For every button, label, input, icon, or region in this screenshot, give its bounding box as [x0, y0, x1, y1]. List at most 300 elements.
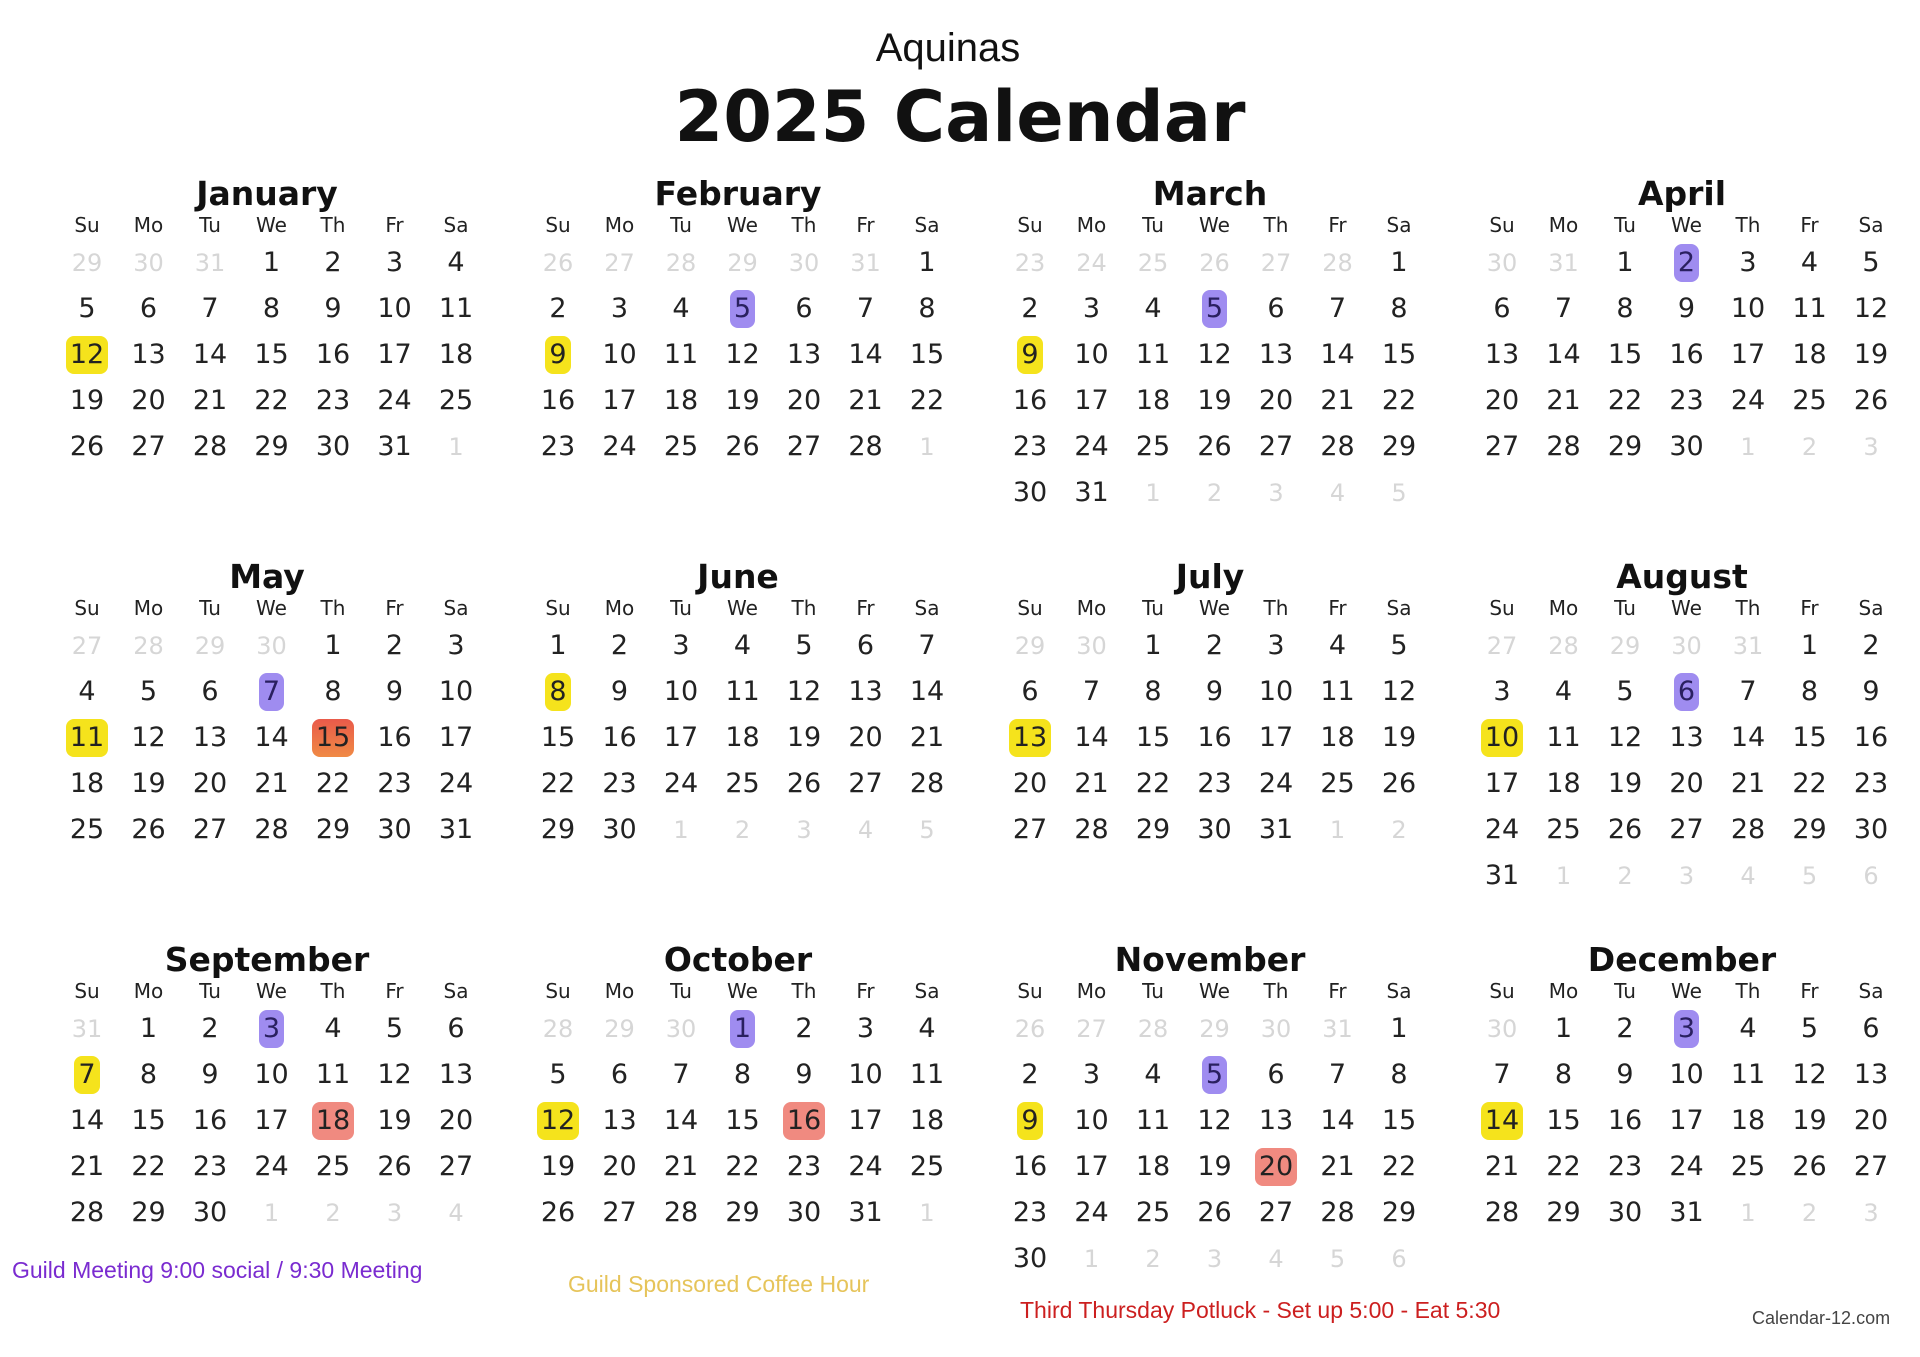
day-outside-month: 3 — [1268, 479, 1284, 507]
day-cell: 22 — [254, 385, 289, 416]
day-cell: 2 — [1616, 1013, 1634, 1044]
day-outside-month: 2 — [1617, 862, 1633, 890]
day-cell: 15 — [1381, 339, 1417, 370]
event-highlight: 7 — [74, 1056, 99, 1094]
weekday-label: Mo — [1548, 979, 1579, 1003]
day-coffee — [528, 333, 588, 377]
weekday-label: Th — [791, 213, 817, 237]
day-cell: 2 — [385, 630, 404, 661]
day-cell: 4 — [672, 293, 690, 324]
day-outside-month: 28 — [133, 632, 164, 660]
weekday-label: Tu — [1142, 596, 1164, 620]
day-cell: 5 — [385, 1013, 404, 1044]
day-cell: 27 — [1258, 431, 1294, 462]
event-highlight: 9 — [545, 336, 570, 374]
day-cell: 22 — [540, 768, 576, 799]
day-outside-month: 1 — [1145, 479, 1161, 507]
day-cell: 18 — [1135, 1151, 1171, 1182]
day-cell: 27 — [1853, 1151, 1889, 1182]
day-potluck — [303, 1099, 363, 1143]
day-cell: 22 — [1381, 1151, 1417, 1182]
day-cell: 13 — [1669, 722, 1704, 753]
day-coffee — [1000, 716, 1060, 760]
day-outside-month: 27 — [604, 249, 635, 277]
day-outside-month: 27 — [1486, 632, 1518, 660]
day-outside-month: 31 — [850, 249, 881, 277]
event-highlight: 7 — [259, 673, 284, 711]
day-cell: 1 — [139, 1013, 158, 1044]
day-cell: 12 — [1197, 339, 1232, 370]
day-outside-month: 31 — [1548, 249, 1579, 277]
day-outside-month: 27 — [1260, 249, 1292, 277]
day-cell: 29 — [1546, 1197, 1581, 1228]
day-cell: 27 — [438, 1151, 474, 1182]
day-cell: 18 — [1730, 1105, 1766, 1136]
weekday-label: We — [727, 979, 758, 1003]
day-cell: 7 — [918, 630, 936, 661]
day-outside-month: 2 — [1391, 816, 1407, 844]
day-cell: 10 — [438, 676, 474, 707]
day-cell: 14 — [1546, 339, 1581, 370]
day-cell: 28 — [663, 1197, 699, 1228]
day-cell: 18 — [1135, 385, 1171, 416]
day-outside-month: 1 — [1740, 433, 1756, 461]
day-cell: 4 — [1328, 630, 1347, 661]
day-cell: 16 — [540, 385, 576, 416]
day-cell: 21 — [663, 1151, 699, 1182]
day-cell: 21 — [1320, 385, 1355, 416]
day-cell: 21 — [909, 722, 945, 753]
day-cell: 26 — [1381, 768, 1417, 799]
day-cell: 9 — [324, 293, 342, 324]
day-cell: 21 — [192, 385, 228, 416]
month-july — [1000, 556, 1420, 956]
day-cell: 4 — [1800, 247, 1819, 278]
month-name: December — [1587, 940, 1777, 979]
day-cell: 14 — [69, 1105, 105, 1136]
day-coffee — [528, 1099, 588, 1143]
day-cell: 1 — [1144, 630, 1162, 661]
day-cell: 4 — [324, 1013, 342, 1044]
day-coffee — [57, 716, 117, 760]
day-cell: 13 — [1258, 339, 1294, 370]
month-name: June — [697, 557, 779, 596]
day-cell: 15 — [540, 722, 576, 753]
day-cell: 17 — [1669, 1105, 1704, 1136]
day-cell: 20 — [131, 385, 166, 416]
day-cell: 10 — [1074, 1105, 1109, 1136]
weekday-label: We — [1671, 979, 1702, 1003]
day-cell: 5 — [549, 1059, 567, 1090]
weekday-label: Th — [1735, 213, 1761, 237]
day-cell: 30 — [1669, 431, 1704, 462]
weekday-header — [1000, 596, 1420, 620]
day-cell: 17 — [663, 722, 699, 753]
day-cell: 23 — [1012, 431, 1048, 462]
day-outside-month: 2 — [1801, 433, 1818, 461]
day-cell: 29 — [1607, 431, 1643, 462]
day-meeting — [1657, 670, 1717, 714]
day-cell: 21 — [69, 1151, 105, 1182]
day-outside-month: 4 — [1740, 862, 1756, 890]
day-cell: 23 — [377, 768, 412, 799]
day-cell: 10 — [1669, 1059, 1704, 1090]
day-cell: 16 — [315, 339, 351, 370]
day-cell: 24 — [1074, 431, 1109, 462]
day-cell: 9 — [1616, 1059, 1634, 1090]
day-cell: 2 — [795, 1013, 813, 1044]
weekday-label: Tu — [199, 213, 221, 237]
day-cell: 8 — [1390, 293, 1408, 324]
day-outside-month: 2 — [325, 1199, 341, 1227]
weekday-label: Sa — [914, 213, 940, 237]
day-cell: 14 — [1074, 722, 1109, 753]
day-coffee — [57, 1053, 117, 1097]
day-cell: 31 — [1484, 860, 1520, 891]
day-outside-month: 5 — [1391, 479, 1407, 507]
day-cell: 3 — [1082, 1059, 1101, 1090]
day-cell: 23 — [1607, 1151, 1643, 1182]
weekday-label: Fr — [856, 213, 875, 237]
day-cell: 29 — [254, 431, 289, 462]
day-cell: 10 — [1730, 293, 1766, 324]
day-cell: 14 — [909, 676, 945, 707]
month-december — [1472, 939, 1892, 1339]
day-cell: 7 — [1328, 1059, 1347, 1090]
day-cell: 6 — [139, 293, 158, 324]
weekday-label: Mo — [604, 979, 635, 1003]
weekday-label: Sa — [1386, 596, 1412, 620]
day-cell: 25 — [69, 814, 105, 845]
day-outside-month: 29 — [1199, 1015, 1230, 1043]
day-cell: 15 — [1135, 722, 1171, 753]
day-outside-month: 1 — [919, 1199, 935, 1227]
day-outside-month: 1 — [263, 1199, 280, 1227]
day-outside-month: 3 — [1863, 433, 1879, 461]
day-cell: 14 — [192, 339, 228, 370]
day-cell: 3 — [447, 630, 465, 661]
day-cell: 26 — [540, 1197, 576, 1228]
weekday-label: Sa — [443, 596, 469, 620]
weekday-label: Su — [1489, 979, 1515, 1003]
day-cell: 16 — [1012, 1151, 1048, 1182]
day-cell: 5 — [78, 293, 96, 324]
day-cell: 14 — [1320, 1105, 1355, 1136]
legend-coffee-hour: Guild Sponsored Coffee Hour — [568, 1271, 870, 1297]
event-highlight: 3 — [1674, 1010, 1699, 1048]
day-cell: 5 — [1390, 630, 1408, 661]
weekday-label: Sa — [443, 979, 469, 1003]
day-cell: 11 — [1730, 1059, 1766, 1090]
day-cell: 30 — [602, 814, 637, 845]
day-cell: 2 — [549, 293, 567, 324]
day-outside-month: 4 — [1268, 1245, 1284, 1273]
day-cell: 30 — [1197, 814, 1232, 845]
day-outside-month: 2 — [1145, 1245, 1161, 1273]
day-cell: 29 — [1135, 814, 1171, 845]
month-june — [528, 556, 948, 956]
weekday-label: Mo — [133, 596, 164, 620]
day-cell: 11 — [725, 676, 760, 707]
day-cell: 17 — [1074, 385, 1109, 416]
day-cell: 24 — [377, 385, 412, 416]
event-highlight: 3 — [259, 1010, 284, 1048]
day-cell: 28 — [1320, 431, 1355, 462]
day-outside-month: 31 — [1732, 632, 1764, 660]
day-cell: 3 — [1493, 676, 1511, 707]
weekday-label: Th — [1263, 596, 1289, 620]
day-cell: 6 — [795, 293, 813, 324]
day-cell: 4 — [918, 1013, 936, 1044]
day-cell: 1 — [1554, 1013, 1573, 1044]
day-outside-month: 5 — [919, 816, 935, 844]
day-coffee — [1000, 1099, 1060, 1143]
day-cell: 26 — [1607, 814, 1643, 845]
weekday-header — [528, 596, 948, 620]
day-cell: 8 — [918, 293, 936, 324]
day-cell: 6 — [1267, 293, 1285, 324]
day-cell: 1 — [1616, 247, 1634, 278]
day-cell: 16 — [1012, 385, 1048, 416]
day-cell: 30 — [192, 1197, 228, 1228]
day-outside-month: 29 — [1609, 632, 1641, 660]
day-cell: 27 — [786, 431, 822, 462]
day-outside-month: 3 — [386, 1199, 403, 1227]
weekday-label: Tu — [1614, 213, 1636, 237]
weekday-label: Su — [1017, 979, 1043, 1003]
day-cell: 18 — [725, 722, 760, 753]
day-cell: 16 — [1669, 339, 1704, 370]
day-cell: 27 — [192, 814, 228, 845]
month-march — [1000, 173, 1420, 573]
day-cell: 29 — [540, 814, 576, 845]
day-cell: 16 — [192, 1105, 228, 1136]
weekday-header — [528, 979, 948, 1003]
weekday-header — [1472, 979, 1892, 1003]
day-meeting — [713, 1007, 773, 1051]
day-cell: 24 — [438, 768, 474, 799]
day-outside-month: 31 — [71, 1015, 103, 1043]
day-cell: 20 — [1484, 385, 1520, 416]
weekday-label: We — [727, 596, 758, 620]
weekday-label: Su — [545, 979, 571, 1003]
day-outside-month: 1 — [1329, 816, 1346, 844]
event-highlight: 14 — [1481, 1102, 1523, 1140]
month-may — [57, 556, 477, 956]
day-cell: 13 — [848, 676, 883, 707]
day-outside-month: 26 — [542, 249, 574, 277]
weekday-label: Th — [1735, 596, 1761, 620]
day-cell: 15 — [1607, 339, 1643, 370]
day-cell: 27 — [602, 1197, 637, 1228]
weekday-label: We — [1671, 213, 1702, 237]
event-highlight: 12 — [66, 336, 108, 374]
day-cell: 7 — [1739, 676, 1757, 707]
day-cell: 13 — [1853, 1059, 1889, 1090]
month-name: May — [229, 557, 305, 596]
day-cell: 24 — [1669, 1151, 1704, 1182]
day-cell: 26 — [377, 1151, 412, 1182]
day-cell: 22 — [1135, 768, 1171, 799]
day-cell: 6 — [856, 630, 875, 661]
day-outside-month: 2 — [1206, 479, 1223, 507]
weekday-label: Su — [545, 213, 571, 237]
day-cell: 22 — [909, 385, 945, 416]
day-cell: 10 — [1074, 339, 1109, 370]
day-cell: 31 — [377, 431, 412, 462]
day-cell: 19 — [1381, 722, 1417, 753]
weekday-label: Su — [74, 596, 100, 620]
weekday-label: Tu — [670, 213, 692, 237]
day-cell: 31 — [1074, 477, 1109, 508]
day-outside-month: 30 — [1076, 632, 1107, 660]
day-cell: 18 — [1546, 768, 1581, 799]
weekday-header — [1472, 213, 1892, 237]
weekday-header — [1000, 213, 1420, 237]
day-cell: 24 — [848, 1151, 883, 1182]
day-cell: 18 — [663, 385, 699, 416]
day-cell: 4 — [733, 630, 752, 661]
weekday-label: Mo — [133, 979, 164, 1003]
day-outside-month: 5 — [1329, 1245, 1346, 1273]
day-outside-month: 4 — [448, 1199, 464, 1227]
day-cell: 7 — [1493, 1059, 1511, 1090]
day-potluck-b — [303, 716, 363, 760]
day-cell: 5 — [1800, 1013, 1819, 1044]
day-cell: 26 — [786, 768, 822, 799]
day-cell: 6 — [1493, 293, 1511, 324]
month-november — [1000, 939, 1420, 1339]
day-outside-month: 2 — [1801, 1199, 1818, 1227]
day-cell: 12 — [1792, 1059, 1827, 1090]
weekday-label: Tu — [670, 979, 692, 1003]
day-cell: 6 — [447, 1013, 465, 1044]
day-cell: 13 — [1484, 339, 1520, 370]
day-cell: 12 — [786, 676, 822, 707]
weekday-label: Sa — [1858, 596, 1884, 620]
day-cell: 15 — [254, 339, 289, 370]
weekday-label: Su — [1017, 596, 1043, 620]
day-cell: 21 — [1546, 385, 1581, 416]
source-credit: Calendar-12.com — [1752, 1308, 1891, 1328]
month-name: November — [1114, 940, 1306, 979]
day-cell: 14 — [1730, 722, 1766, 753]
day-cell: 8 — [1390, 1059, 1408, 1090]
day-coffee — [1472, 1099, 1532, 1143]
day-cell: 12 — [377, 1059, 412, 1090]
day-cell: 30 — [315, 431, 351, 462]
day-cell: 11 — [1135, 1105, 1171, 1136]
day-cell: 19 — [1197, 1151, 1232, 1182]
day-cell: 10 — [602, 339, 637, 370]
day-cell: 13 — [192, 722, 228, 753]
day-cell: 5 — [139, 676, 158, 707]
day-cell: 8 — [1144, 676, 1162, 707]
weekday-label: Fr — [1800, 213, 1819, 237]
day-cell: 28 — [909, 768, 945, 799]
page-title: 2025 Calendar — [674, 76, 1246, 158]
day-cell: 11 — [438, 293, 474, 324]
day-coffee — [528, 670, 588, 714]
day-cell: 8 — [1800, 676, 1819, 707]
day-outside-month: 30 — [1486, 249, 1518, 277]
day-cell: 20 — [1012, 768, 1048, 799]
day-cell: 2 — [1862, 630, 1880, 661]
weekday-header — [1472, 596, 1892, 620]
day-cell: 2 — [324, 247, 342, 278]
day-cell: 17 — [848, 1105, 883, 1136]
weekday-header — [57, 979, 477, 1003]
day-cell: 15 — [131, 1105, 166, 1136]
day-coffee — [57, 333, 117, 377]
day-cell: 28 — [192, 431, 228, 462]
day-cell: 23 — [1853, 768, 1889, 799]
day-cell: 27 — [131, 431, 166, 462]
day-cell: 18 — [909, 1105, 945, 1136]
day-cell: 19 — [1197, 385, 1232, 416]
weekday-label: Su — [1489, 213, 1515, 237]
day-cell: 25 — [1135, 1197, 1171, 1228]
day-cell: 19 — [1853, 339, 1889, 370]
day-cell: 19 — [1792, 1105, 1827, 1136]
day-cell: 28 — [69, 1197, 105, 1228]
day-cell: 12 — [1853, 293, 1889, 324]
weekday-label: Su — [74, 979, 100, 1003]
day-cell: 21 — [254, 768, 289, 799]
day-cell: 28 — [1484, 1197, 1520, 1228]
event-highlight: 9 — [1017, 1102, 1042, 1140]
day-cell: 29 — [315, 814, 351, 845]
day-cell: 2 — [1021, 293, 1039, 324]
day-cell: 10 — [377, 293, 412, 324]
day-cell: 1 — [1390, 247, 1408, 278]
weekday-label: Mo — [604, 596, 635, 620]
day-cell: 30 — [1607, 1197, 1643, 1228]
day-cell: 6 — [1862, 1013, 1880, 1044]
day-cell: 12 — [1197, 1105, 1232, 1136]
weekday-label: Mo — [1548, 596, 1579, 620]
day-cell: 25 — [1320, 768, 1355, 799]
month-april — [1472, 173, 1892, 573]
day-outside-month: 1 — [673, 816, 689, 844]
weekday-label: Fr — [1328, 979, 1347, 1003]
day-outside-month: 30 — [1260, 1015, 1292, 1043]
day-cell: 21 — [1320, 1151, 1355, 1182]
weekday-label: Th — [791, 979, 817, 1003]
day-cell: 9 — [201, 1059, 219, 1090]
day-cell: 30 — [1853, 814, 1889, 845]
weekday-label: Mo — [1548, 213, 1579, 237]
day-cell: 19 — [69, 385, 105, 416]
day-cell: 5 — [795, 630, 813, 661]
day-outside-month: 28 — [1322, 249, 1353, 277]
day-cell: 13 — [1258, 1105, 1294, 1136]
org-title-text: Aquinas — [875, 26, 1021, 70]
day-cell: 22 — [1546, 1151, 1581, 1182]
day-cell: 11 — [663, 339, 699, 370]
day-cell: 6 — [1021, 676, 1039, 707]
weekday-label: Mo — [1076, 213, 1107, 237]
day-outside-month: 27 — [1076, 1015, 1107, 1043]
day-cell: 18 — [69, 768, 105, 799]
day-cell: 3 — [672, 630, 690, 661]
day-cell: 30 — [377, 814, 412, 845]
day-cell: 17 — [1484, 768, 1520, 799]
day-cell: 16 — [1607, 1105, 1643, 1136]
day-cell: 4 — [1144, 293, 1162, 324]
day-cell: 18 — [1792, 339, 1827, 370]
weekday-label: Th — [1735, 979, 1761, 1003]
